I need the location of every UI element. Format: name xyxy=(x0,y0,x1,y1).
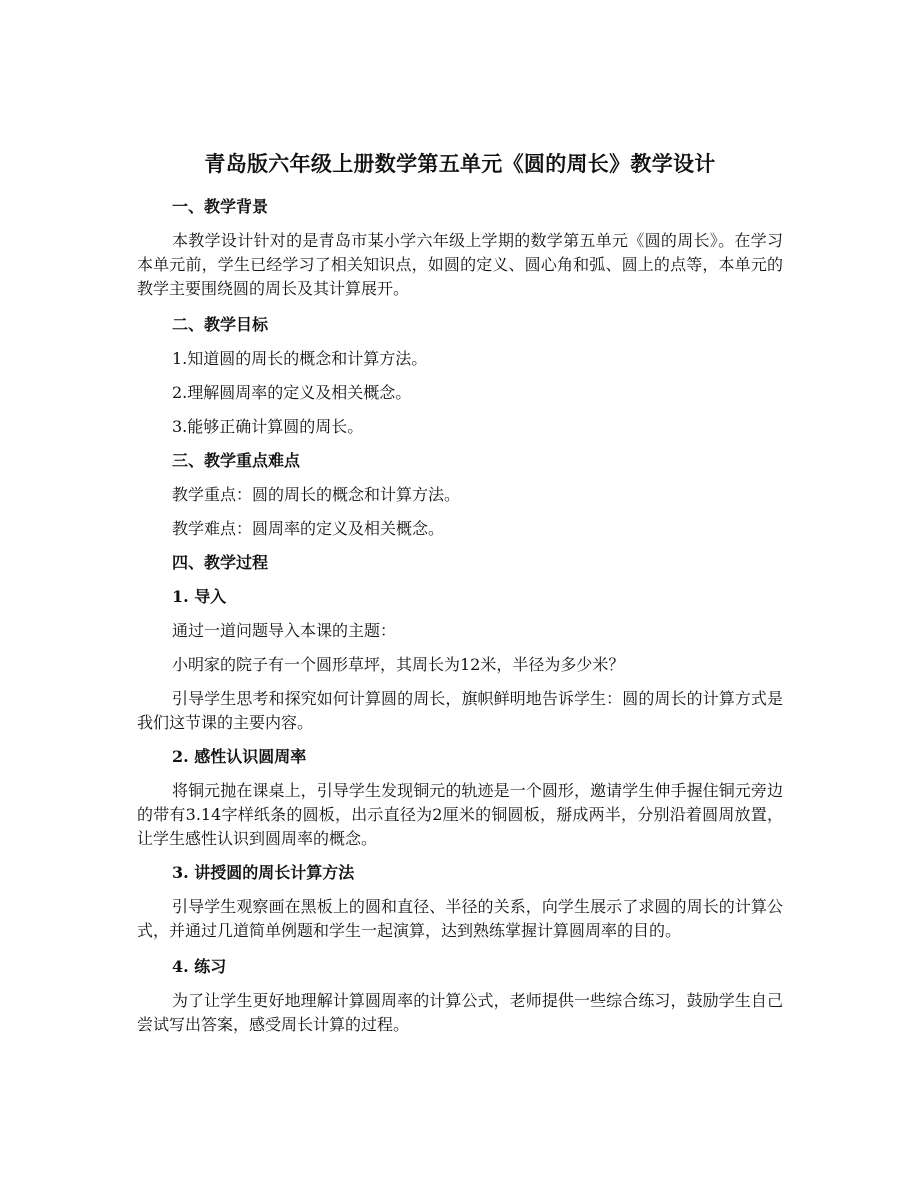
difficulty-line: 教学难点：圆周率的定义及相关概念。 xyxy=(172,519,445,538)
practice-paragraph: 为了让学生更好地理解计算圆周率的计算公式，老师提供一些综合练习，鼓励学生自己尝试写出答案，感受周长计算的过程。 xyxy=(137,991,783,1034)
intro-question: 小明家的院子有一个圆形草坪，其周长为12米，半径为多少米？ xyxy=(172,655,625,674)
document-title: 青岛版六年级上册数学第五单元《圆的周长》教学设计 xyxy=(204,151,716,176)
section-heading-key-points: 三、教学重点难点 xyxy=(172,451,301,470)
pi-paragraph: 将铜元抛在课桌上，引导学生发现铜元的轨迹是一个圆形，邀请学生伸手握住铜元旁边的带有3.14字样纸条的圆板，出示直径为2厘米的铜圆板，掰成两半，分别沿着圆周放置，让学生感性认识到圆周率的概念。 xyxy=(137,781,783,848)
step-heading-practice: 4. 练习 xyxy=(172,957,227,976)
section-heading-process: 四、教学过程 xyxy=(172,553,269,572)
objective-item: 1.知道圆的周长的概念和计算方法。 xyxy=(172,349,428,368)
section-heading-background: 一、教学背景 xyxy=(172,197,269,216)
document-page xyxy=(137,148,783,1037)
step-heading-pi: 2. 感性认识圆周率 xyxy=(172,747,307,766)
step-heading-intro: 1. 导入 xyxy=(172,587,227,606)
intro-paragraph: 引导学生思考和探究如何计算圆的周长，旗帜鲜明地告诉学生：圆的周长的计算方式是我们这节课的主要内容。 xyxy=(137,689,783,732)
section-heading-objectives: 二、教学目标 xyxy=(172,315,269,334)
objective-item: 3.能够正确计算圆的周长。 xyxy=(172,417,364,436)
background-paragraph: 本教学设计针对的是青岛市某小学六年级上学期的数学第五单元《圆的周长》。在学习本单元前，学生已经学习了相关知识点，如圆的定义、圆心角和弧、圆上的点等，本单元的教学主要围绕圆的周长及其计算展开。 xyxy=(137,231,783,298)
intro-line: 通过一道问题导入本课的主题： xyxy=(172,621,397,640)
method-paragraph: 引导学生观察画在黑板上的圆和直径、半径的关系，向学生展示了求圆的周长的计算公式，并通过几道简单例题和学生一起演算，达到熟练掌握计算圆周率的目的。 xyxy=(137,897,783,940)
step-heading-method: 3. 讲授圆的周长计算方法 xyxy=(172,863,355,882)
key-point-line: 教学重点：圆的周长的概念和计算方法。 xyxy=(172,485,461,504)
objective-item: 2.理解圆周率的定义及相关概念。 xyxy=(172,383,412,402)
